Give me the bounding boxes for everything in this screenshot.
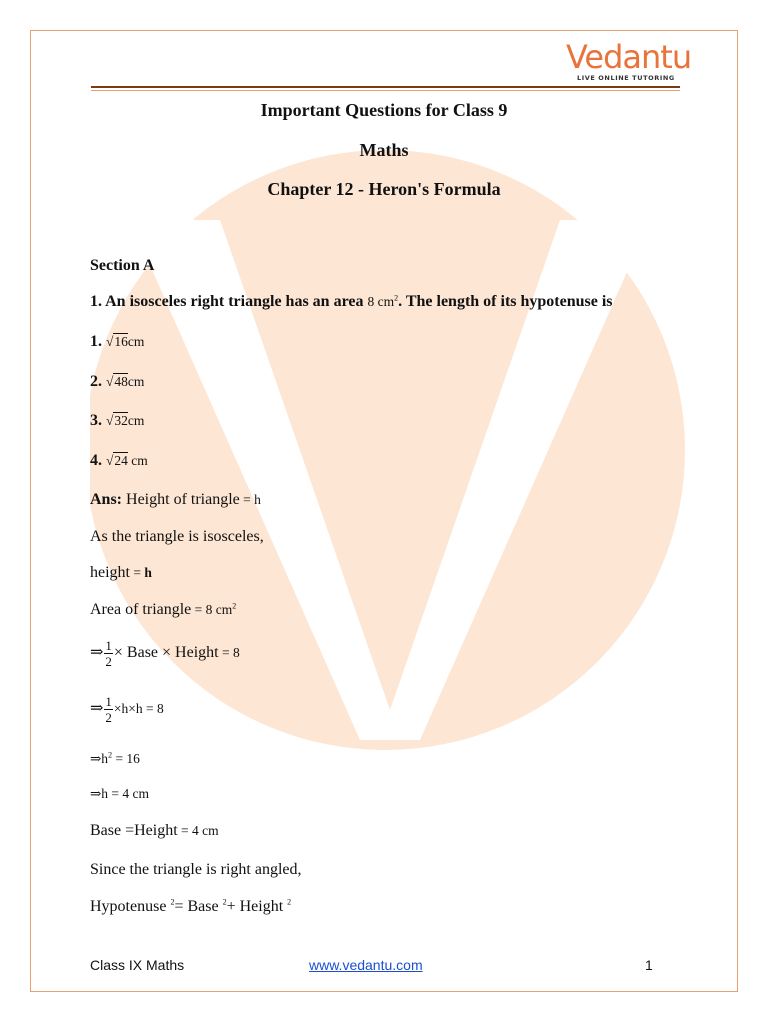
option-1: 1. √16cm: [90, 333, 145, 350]
option-2: 2. √48cm: [90, 373, 145, 390]
answer-line-2: As the triangle is isosceles,: [90, 528, 264, 545]
answer-line-8: ⇒h = 4 cm: [90, 786, 150, 801]
footer-page-number: 1: [645, 957, 653, 973]
answer-line-5: ⇒ $\frac{1}{2}$ × Base × Height = 8: [90, 638, 240, 669]
option-4: 4. √24 cm: [90, 452, 148, 469]
question-prefix: 1. An isosceles right triangle has an area: [90, 293, 364, 310]
answer-line-6: ⇒ $\frac{1}{2}$ ×h×h = 8: [90, 694, 164, 725]
logo-wordmark: Vedantu: [566, 38, 692, 76]
question-area: 8 $cm^2$: [367, 293, 399, 309]
answer-line-4: Area of triangle = 8 $cm^2$: [90, 601, 237, 618]
header-rule-thin: [91, 90, 680, 91]
section-heading: Section A: [90, 257, 155, 274]
option-3: 3. √32cm: [90, 412, 145, 429]
answer-line-1: Ans: Height of triangle = h: [90, 491, 261, 508]
answer-line-7: $\Rightarrow h^2 = 16$: [90, 750, 140, 766]
logo-tagline: LIVE ONLINE TUTORING: [577, 74, 675, 82]
doc-chapter: Chapter 12 - Heron's Formula: [267, 179, 501, 199]
footer-class-label: Class IX Maths: [90, 957, 185, 973]
answer-line-10: Since the triangle is right angled,: [90, 861, 302, 878]
doc-subject: Maths: [359, 140, 409, 160]
answer-line-11: Hypotenuse $^2$= Base $^2$+ Height $^2$: [90, 897, 292, 915]
footer-website-link[interactable]: www.vedantu.com: [309, 957, 423, 973]
answer-line-9: Base =Height = 4 cm: [90, 822, 219, 839]
answer-line-3: height = h: [90, 564, 152, 581]
doc-title: Important Questions for Class 9: [260, 100, 508, 120]
question-1: [90, 293, 613, 311]
vedantu-logo: [566, 38, 692, 86]
header-rule: [91, 86, 680, 88]
question-suffix: . The length of its hypotenuse is: [398, 293, 613, 310]
